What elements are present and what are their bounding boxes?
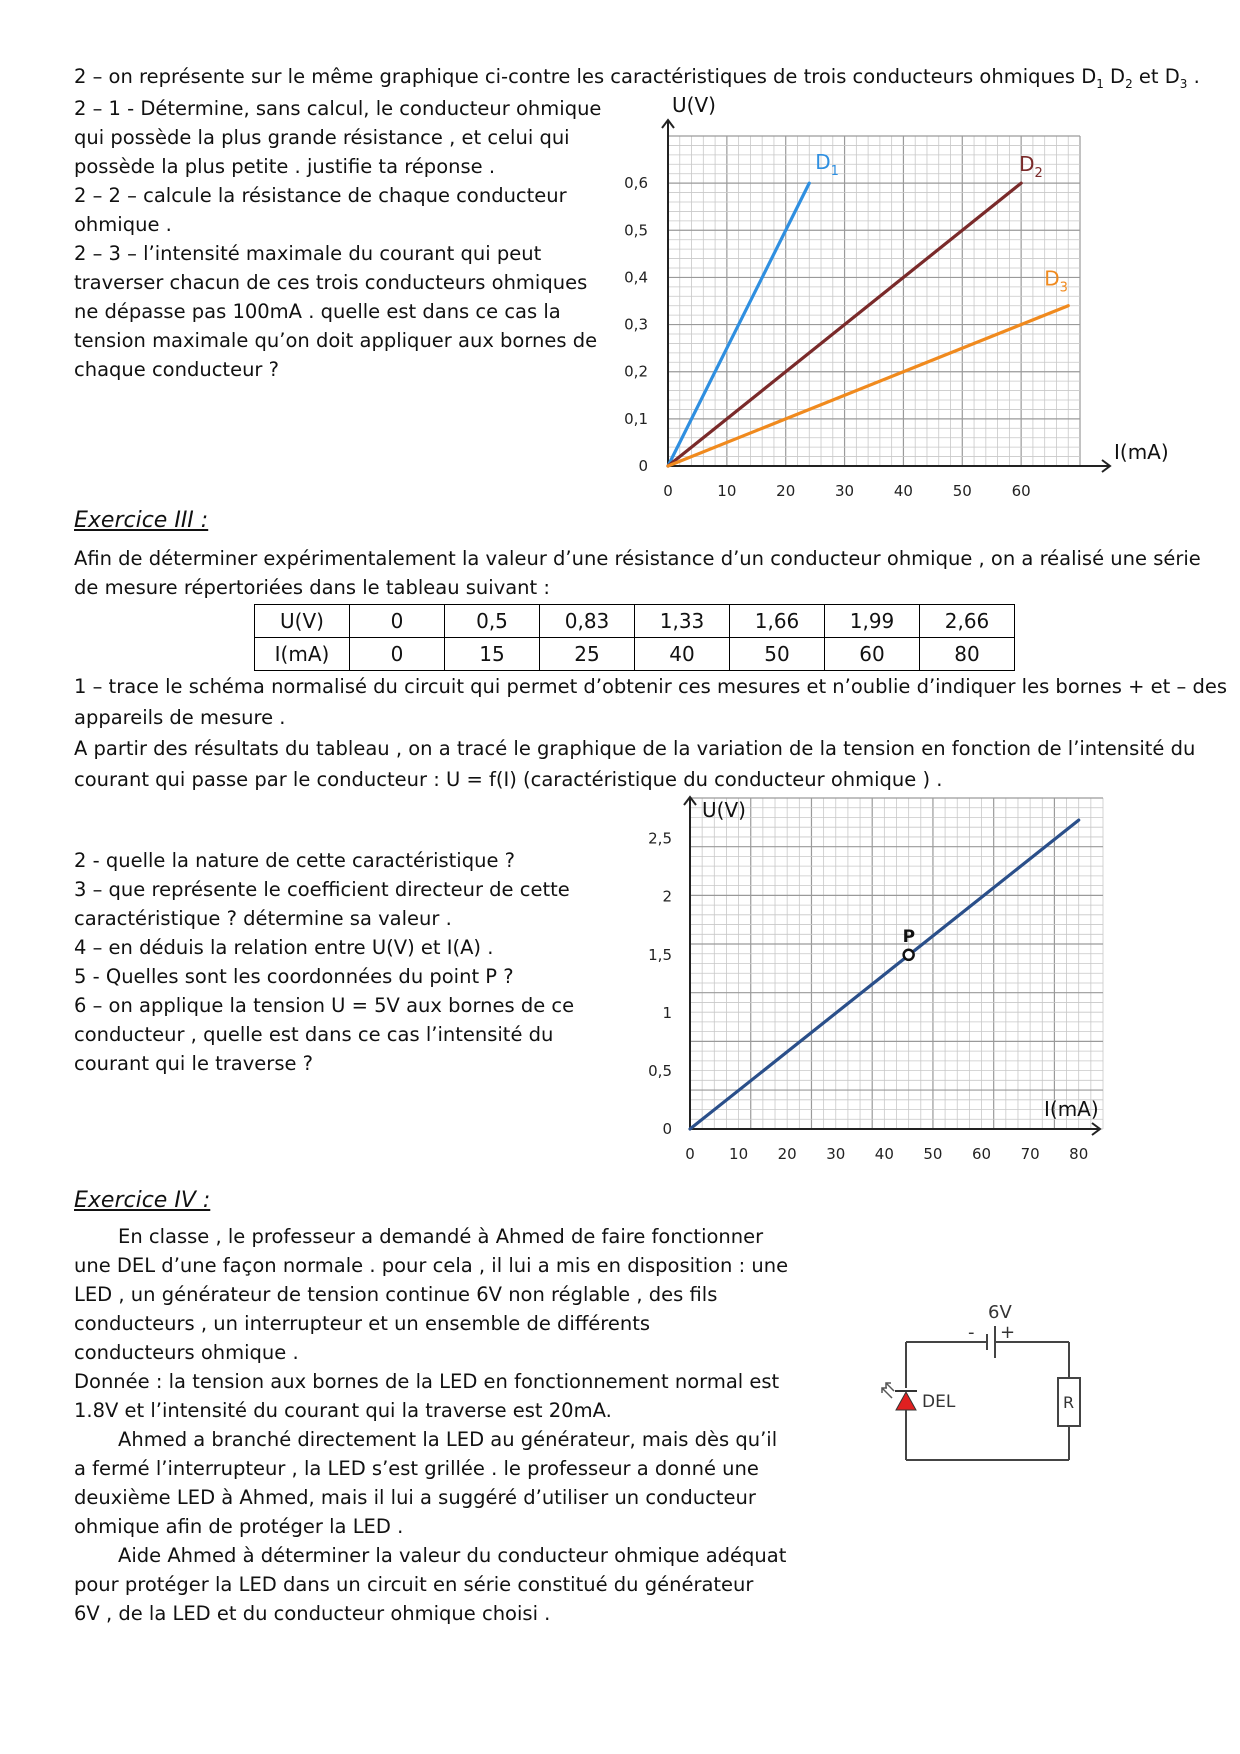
ex2-line: ne dépasse pas 100mA . quelle est dans ce cas la xyxy=(74,300,561,323)
ex2-intro-part: 2 – on représente sur le même graphique ci-contre les caractéristiques de trois conducteurs ohmiques D xyxy=(74,65,1097,88)
y-tick-label: 0,4 xyxy=(624,268,648,287)
y-tick-label: 0,1 xyxy=(624,409,648,428)
ex4-line: LED , un générateur de tension continue 6V non réglable , des fils xyxy=(74,1283,718,1306)
y-tick-label: 2 xyxy=(662,887,672,906)
ex2-intro-part: . xyxy=(1187,65,1200,88)
x-tick-label: 20 xyxy=(777,1145,797,1163)
y-tick-label: 0,6 xyxy=(624,174,648,193)
series-label-sub: 3 xyxy=(1059,280,1068,296)
x-tick-label: 10 xyxy=(717,482,737,500)
ex3-title: Exercice III : xyxy=(74,508,209,533)
generator-voltage-label: 6V xyxy=(988,1302,1012,1323)
y-axis-label: U(V) xyxy=(702,798,746,822)
series-label: $D_1$ xyxy=(815,150,839,180)
ex4-line: a fermé l’interrupteur , la LED s’est grillée . le professeur a donné une xyxy=(74,1457,759,1480)
ex2-intro-sub: 3 xyxy=(1179,76,1188,91)
ex4-line: Donnée : la tension aux bornes de la LED en fonctionnement normal est xyxy=(74,1370,780,1393)
x-tick-label: 40 xyxy=(874,1145,894,1163)
ex2-intro-sub: 1 xyxy=(1096,76,1104,91)
ex3-intro-line: de mesure répertoriées dans le tableau suivant : xyxy=(74,576,550,599)
x-axis-label: I(mA) xyxy=(1044,1097,1099,1121)
ex3-body-line: A partir des résultats du tableau , on a tracé le graphique de la variation de la tension en fonction de l’intensité du xyxy=(74,737,1196,760)
x-axis-label: I(mA) xyxy=(1114,440,1169,464)
ex2-intro-sub: 2 xyxy=(1125,76,1133,91)
ex2-line: traverser chacun de ces trois conducteurs ohmiques xyxy=(74,271,588,294)
x-tick-label: 0 xyxy=(685,1145,695,1163)
x-tick-label: 50 xyxy=(923,1145,943,1163)
ex4-title: Exercice IV : xyxy=(74,1188,211,1213)
ex4-line: Aide Ahmed à déterminer la valeur du conducteur ohmique adéquat xyxy=(118,1544,787,1567)
x-tick-label: 80 xyxy=(1069,1145,1089,1163)
y-tick-label: 0,3 xyxy=(624,315,648,334)
x-tick-label: 40 xyxy=(893,482,913,500)
ex2-line: 2 – 3 – l’intensité maximale du courant qui peut xyxy=(74,242,542,265)
ex2-line: qui possède la plus grande résistance , et celui qui xyxy=(74,126,570,149)
ex2-line: 2 – 1 - Détermine, sans calcul, le conducteur ohmique xyxy=(74,97,602,120)
generator-minus: - xyxy=(968,1322,975,1343)
series-label-sub: 1 xyxy=(830,164,839,180)
table-cell: 0 xyxy=(350,638,445,671)
series-label: $D_2$ xyxy=(1019,152,1043,182)
led-label: DEL xyxy=(922,1392,956,1412)
y-tick-label: 0,2 xyxy=(624,362,648,381)
ex4-text xyxy=(74,1222,788,1628)
y-tick-label: 0,5 xyxy=(624,221,648,240)
table-cell: 1,66 xyxy=(730,605,825,638)
y-tick-label: 1 xyxy=(662,1003,672,1022)
y-tick-label: 2,5 xyxy=(648,829,672,848)
x-tick-label: 0 xyxy=(663,482,673,500)
table-cell: 40 xyxy=(635,638,730,671)
ex3-question: courant qui le traverse ? xyxy=(74,1052,314,1075)
ex4-line: deuxième LED à Ahmed, mais il lui a suggéré d’utiliser un conducteur xyxy=(74,1486,756,1509)
x-tick-label: 70 xyxy=(1020,1145,1040,1163)
x-tick-label: 10 xyxy=(729,1145,749,1163)
generator-plus: + xyxy=(1000,1322,1016,1343)
ex2-line: ohmique . xyxy=(74,213,172,236)
table-cell: 0,83 xyxy=(540,605,635,638)
y-tick-label: 0 xyxy=(638,457,648,475)
ex3-question: 5 - Quelles sont les coordonnées du point P ? xyxy=(74,965,514,988)
ex4-line: Ahmed a branché directement la LED au générateur, mais dès qu’il xyxy=(118,1428,778,1451)
ex4-line: pour protéger la LED dans un circuit en série constitué du générateur xyxy=(74,1573,754,1596)
y-tick-label: 0,5 xyxy=(648,1061,672,1080)
y-tick-label: 0 xyxy=(662,1120,672,1138)
point-p-marker xyxy=(904,950,914,960)
led-triangle xyxy=(896,1392,916,1410)
ex3-intro-line: Afin de déterminer expérimentalement la valeur d’une résistance d’un conducteur ohmique , on a réalisé une série xyxy=(74,547,1201,570)
ex3-body-line: courant qui passe par le conducteur : U = f(I) (caractéristique du conducteur ohmique ) . xyxy=(74,768,943,791)
ex3-question: 4 – en déduis la relation entre U(V) et I(A) . xyxy=(74,936,494,959)
table-cell: 50 xyxy=(730,638,825,671)
y-tick-label: 1,5 xyxy=(648,945,672,964)
series-label-sub: 2 xyxy=(1034,166,1043,182)
ex2-intro-part: D xyxy=(1103,65,1126,88)
ex3-body-line: appareils de mesure . xyxy=(74,706,286,729)
ex2-line: tension maximale qu’on doit appliquer aux bornes de xyxy=(74,329,598,352)
x-tick-label: 60 xyxy=(1011,482,1031,500)
ex2-line: 2 – 2 – calcule la résistance de chaque conducteur xyxy=(74,184,567,207)
ex4-line: ohmique afin de protéger la LED . xyxy=(74,1515,404,1538)
ex3-question: 2 - quelle la nature de cette caractéristique ? xyxy=(74,849,515,872)
table-cell: 25 xyxy=(540,638,635,671)
table-cell: 1,33 xyxy=(635,605,730,638)
ex4-line: une DEL d’une façon normale . pour cela , il lui a mis en disposition : une xyxy=(74,1254,789,1277)
circuit-diagram xyxy=(860,1290,1100,1470)
ex4-line: conducteurs , un interrupteur et un ensemble de différents xyxy=(74,1312,651,1335)
x-tick-label: 30 xyxy=(835,482,855,500)
table-cell: 0 xyxy=(350,605,445,638)
y-axis-label: U(V) xyxy=(672,93,716,117)
x-tick-label: 50 xyxy=(952,482,972,500)
ex2-line: possède la plus petite . justifie ta réponse . xyxy=(74,155,496,178)
ex2-line: chaque conducteur ? xyxy=(74,358,279,381)
table-cell: 0,5 xyxy=(445,605,540,638)
table-header-u: U(V) xyxy=(255,605,350,638)
ex3-question: 6 – on applique la tension U = 5V aux bornes de ce xyxy=(74,994,575,1017)
ex4-line: 1.8V et l’intensité du courant qui la traverse est 20mA. xyxy=(74,1399,612,1422)
table-cell: 2,66 xyxy=(920,605,1015,638)
series-label: $D_3$ xyxy=(1044,266,1068,296)
ex4-line: En classe , le professeur a demandé à Ahmed de faire fonctionner xyxy=(118,1225,764,1248)
x-tick-label: 60 xyxy=(971,1145,992,1163)
resistor-label: R xyxy=(1063,1393,1075,1412)
ex3-body-line: 1 – trace le schéma normalisé du circuit qui permet d’obtenir ces mesures et n’oublie d’indiquer les bornes + et – des xyxy=(74,675,1227,698)
table-header-i: I(mA) xyxy=(255,638,350,671)
table-cell: 80 xyxy=(920,638,1015,671)
table-cell: 15 xyxy=(445,638,540,671)
table-cell: 1,99 xyxy=(825,605,920,638)
ex3-question: 3 – que représente le coefficient directeur de cette xyxy=(74,878,570,901)
ex4-line: conducteurs ohmique . xyxy=(74,1341,299,1364)
led-light-arrows-icon xyxy=(882,1383,894,1398)
ex4-line: 6V , de la LED et du conducteur ohmique choisi . xyxy=(74,1602,551,1625)
ex3-question: conducteur , quelle est dans ce cas l’intensité du xyxy=(74,1023,554,1046)
point-p-label: P xyxy=(902,926,916,947)
x-tick-label: 30 xyxy=(826,1145,846,1163)
table-cell: 60 xyxy=(825,638,920,671)
ex3-question: caractéristique ? détermine sa valeur . xyxy=(74,907,452,930)
ex2-intro-part: et D xyxy=(1132,65,1180,88)
x-tick-label: 20 xyxy=(776,482,796,500)
